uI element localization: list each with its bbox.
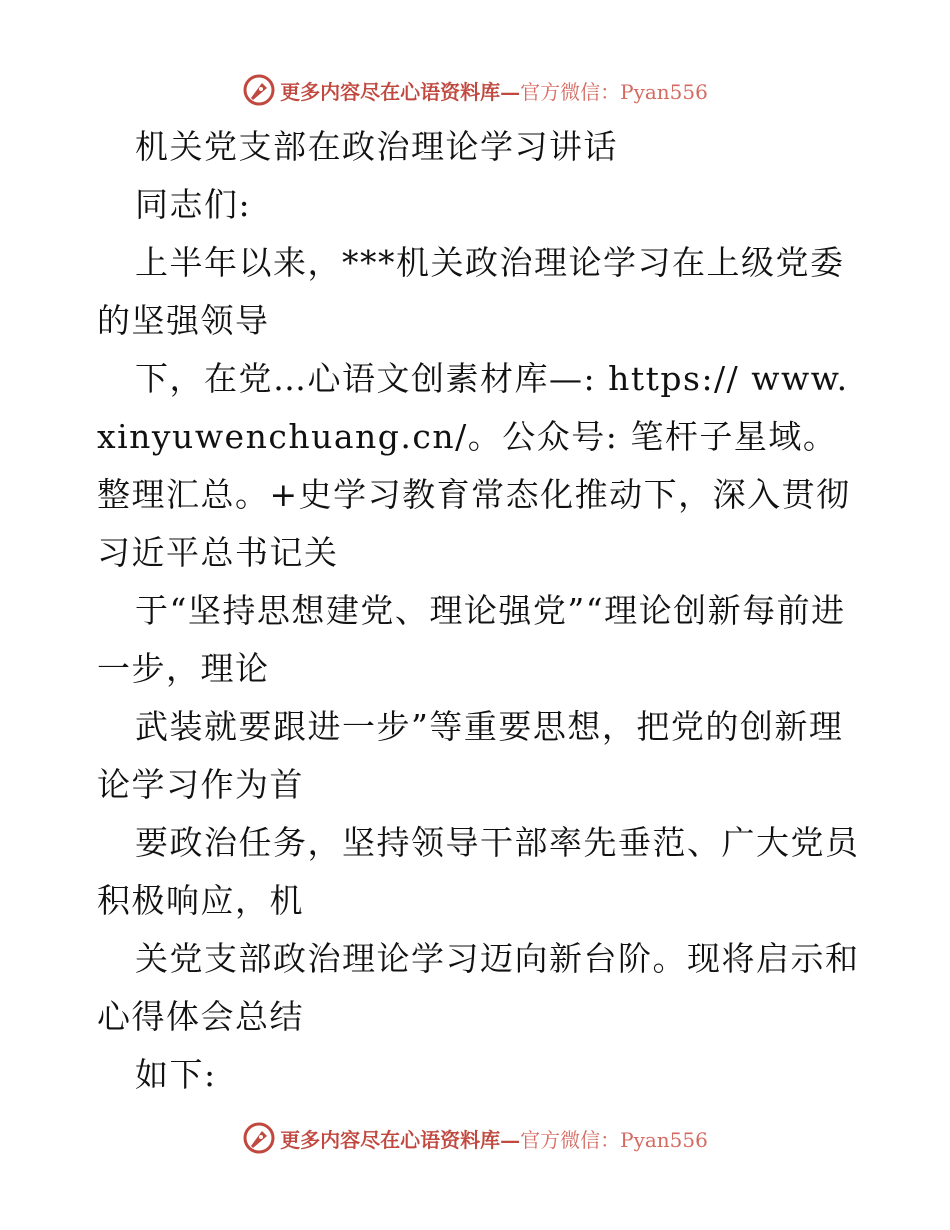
paragraph: 上半年以来，***机关政治理论学习在上级党委的坚强领导 [97, 243, 845, 340]
document-body [97, 118, 867, 1104]
paragraph: 武装就要跟进一步”等重要思想，把党的创新理论学习作为首 [97, 707, 844, 804]
paragraph: 如下: [135, 1055, 217, 1094]
header-banner [0, 70, 950, 110]
paragraph: 关党支部政治理论学习迈向新台阶。现将启示和心得体会总结 [97, 939, 860, 1036]
paragraph: 要政治任务，坚持领导干部率先垂范、广大党员积极响应，机 [97, 823, 860, 920]
paragraph: 于“坚持思想建党、理论强党”“理论创新每前进一步，理论 [97, 591, 846, 688]
paragraph: 下，在党…心语文创素材库—: https:// www.xinyuwenchuang.cn/。公众号: 笔杆子星域。整理汇总。+史学习教育常态化推动下，深入贯彻习近平总书记关 [97, 359, 851, 572]
document-title: 机关党支部在政治理论学习讲话 [135, 127, 618, 166]
pen-nib-logo-icon [242, 73, 276, 107]
footer-banner-text: 更多内容尽在心语资料库—官方微信：Pyan556 [280, 1127, 708, 1152]
header-banner-text: 更多内容尽在心语资料库—官方微信：Pyan556 [280, 79, 708, 104]
paragraph: 同志们: [135, 185, 252, 224]
footer-banner [0, 1118, 950, 1158]
pen-nib-logo-icon [242, 1121, 276, 1155]
